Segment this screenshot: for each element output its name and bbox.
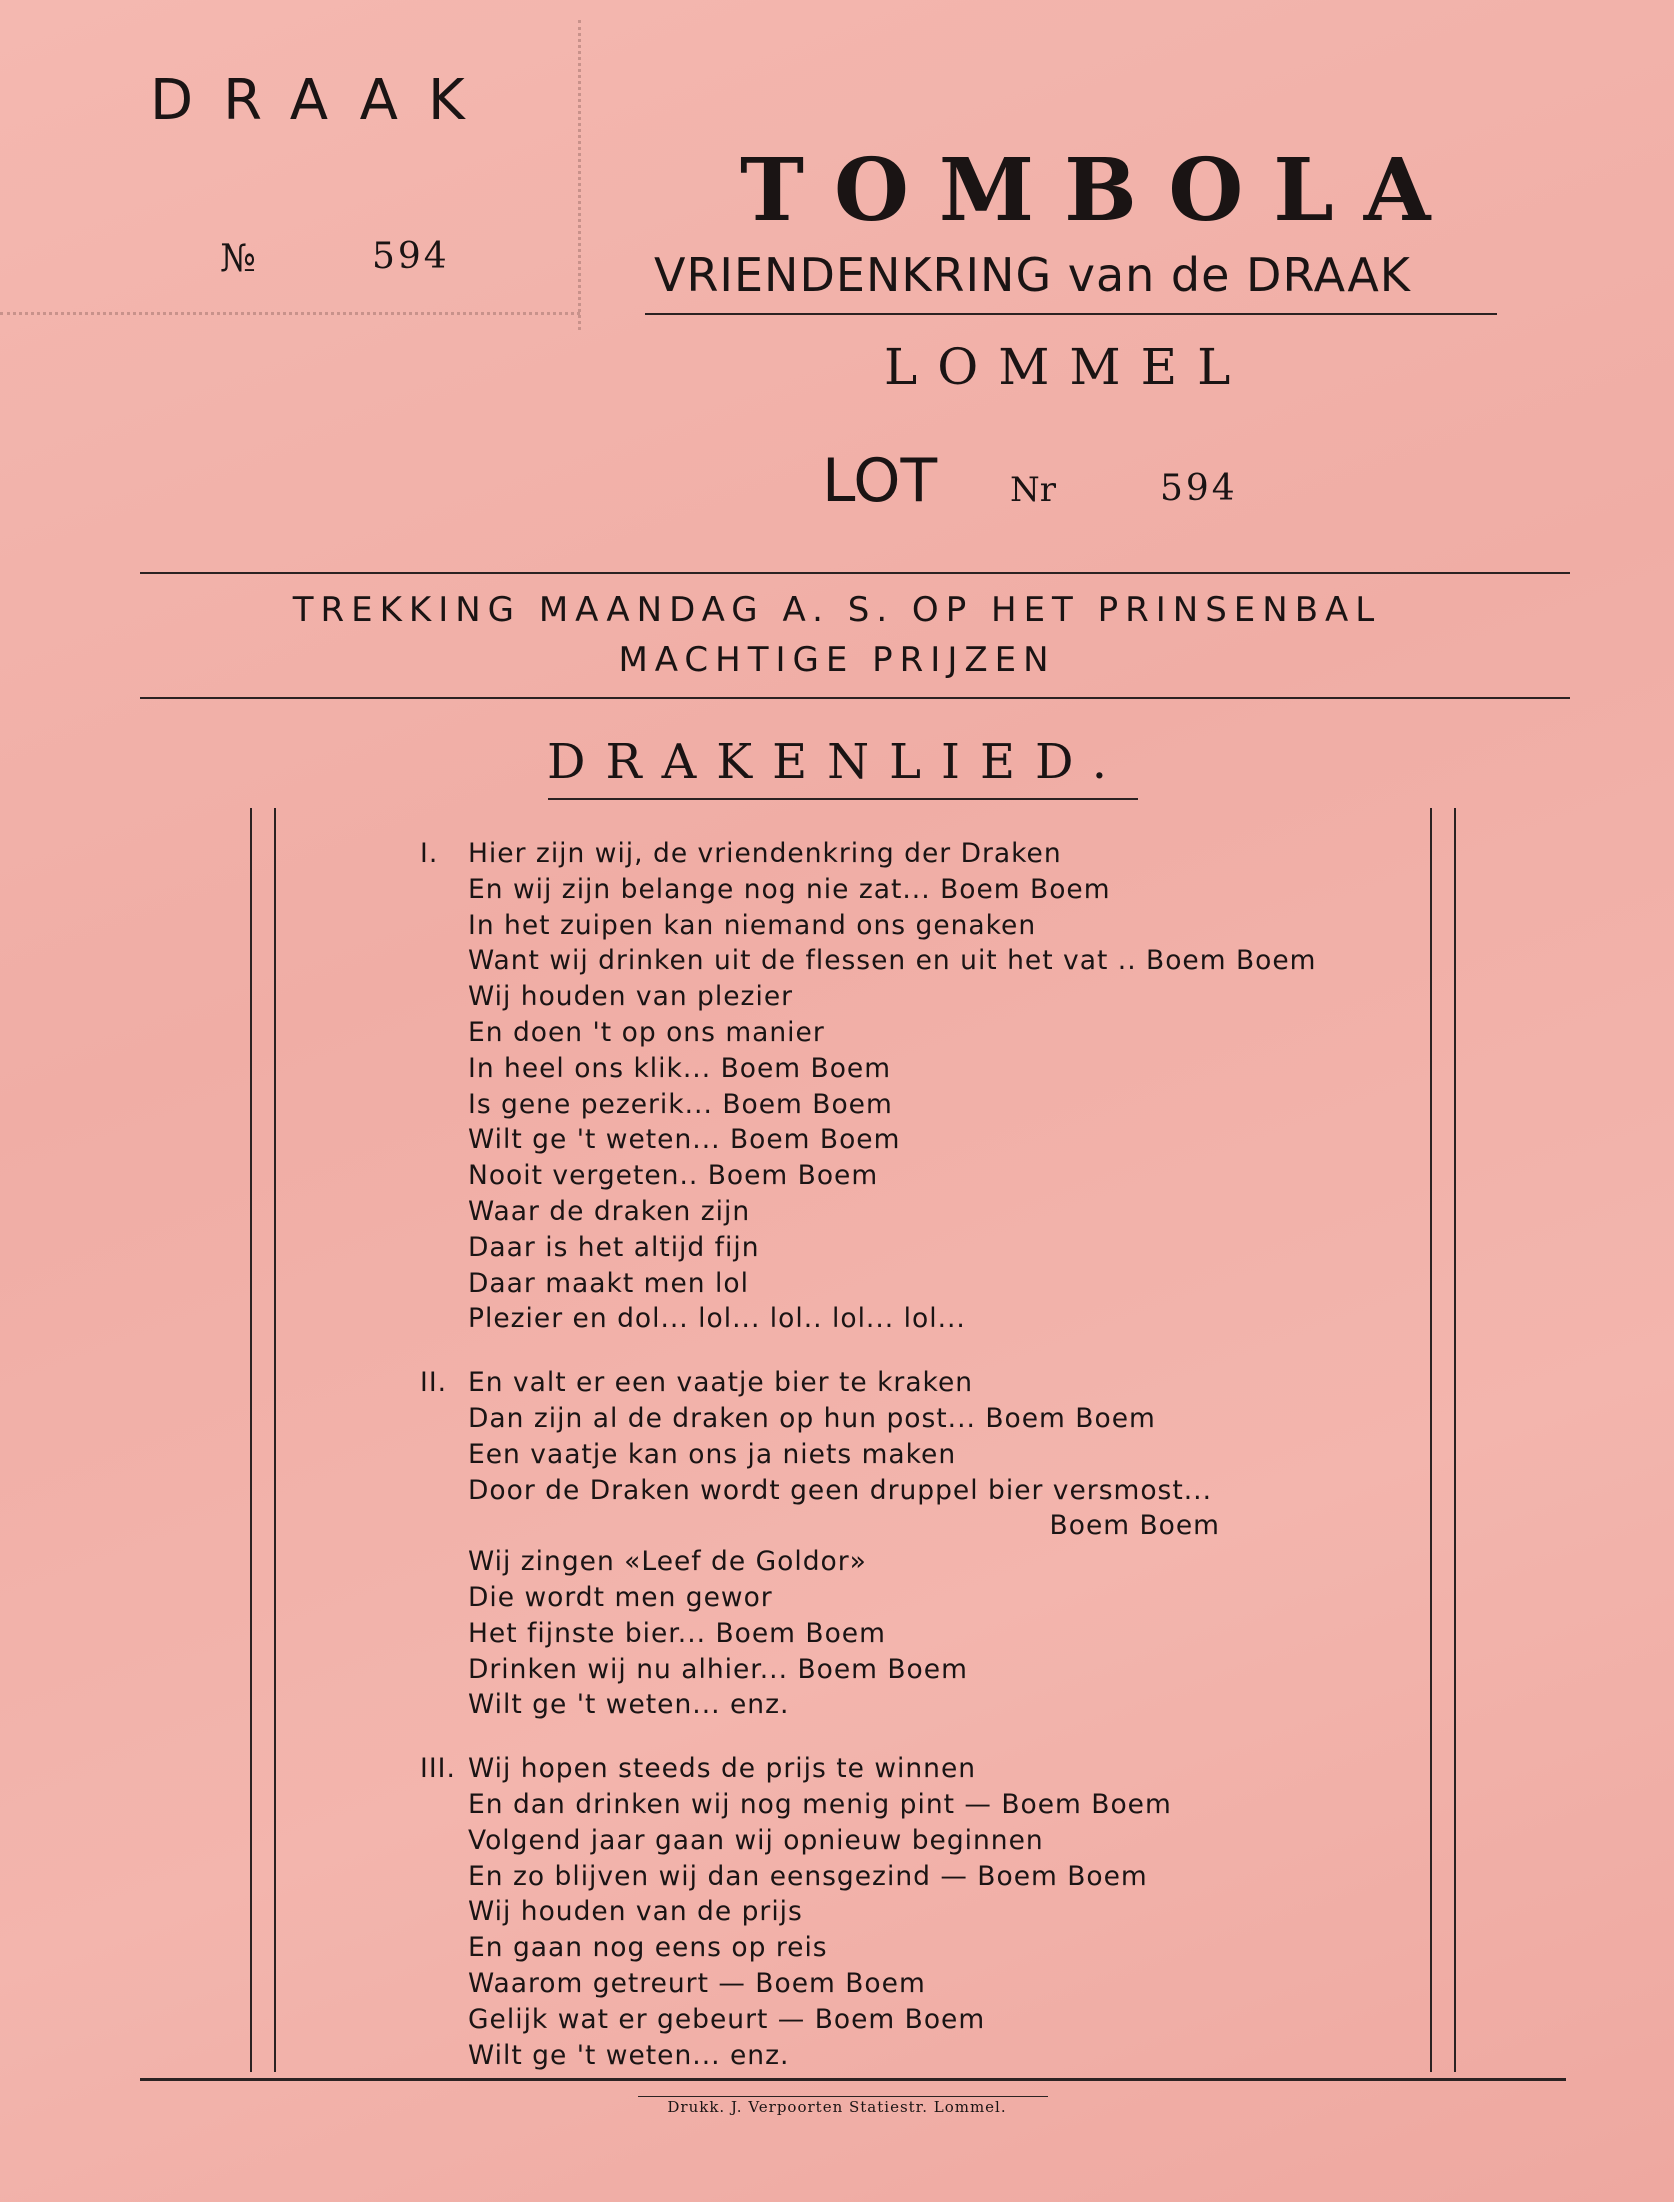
lyric-line (420, 1087, 1320, 1123)
lyric-text: Daar maakt men lol (468, 1267, 749, 1299)
lyric-line (420, 2002, 1320, 2038)
stub-number: 594 (372, 236, 450, 277)
lyric-text: Wij houden van de prijs (468, 1896, 803, 1928)
lyric-text: Gelijk wat er gebeurt — Boem Boem (468, 2003, 986, 2035)
border-line-right-outer (1454, 808, 1456, 2072)
lyric-line (420, 872, 1320, 908)
draw-announcement: TREKKING MAANDAG A. S. OP HET PRINSENBAL (292, 590, 1382, 630)
lyric-text: En zo blijven wij dan eensgezind — Boem Boem (468, 1860, 1148, 1892)
lyric-line (420, 1616, 1320, 1652)
lyric-text: Wilt ge 't weten... Boem Boem (468, 1124, 901, 1156)
lyric-line (420, 1230, 1320, 1266)
verse-2 (420, 1365, 1320, 1723)
lyric-text: Die wordt men gewor (468, 1581, 773, 1613)
lyric-text: En gaan nog eens op reis (468, 1932, 828, 1964)
lyric-line (420, 1787, 1320, 1823)
lyric-line (420, 1894, 1320, 1930)
lyric-text: Dan zijn al de draken op hun post... Boem Boem (468, 1402, 1156, 1434)
lyric-line (420, 1437, 1320, 1473)
lyric-line (420, 1508, 1320, 1544)
song-title-underline (548, 798, 1138, 800)
lyric-text: Door de Draken wordt geen druppel bier versmost... (468, 1474, 1212, 1506)
lyric-line (420, 2038, 1320, 2074)
lyric-line (420, 1194, 1320, 1230)
lyric-line (420, 1401, 1320, 1437)
verse-number: I. (420, 838, 439, 869)
lyric-line (420, 1365, 1320, 1401)
stub-perforation-vertical (578, 20, 581, 330)
song-title: DRAKENLIED. (546, 734, 1128, 790)
stub-perforation-horizontal (0, 312, 580, 315)
lyric-line (420, 1544, 1320, 1580)
lyric-line (420, 1823, 1320, 1859)
lyric-text: Het fijnste bier... Boem Boem (468, 1617, 886, 1649)
stub-title: DRAAK (150, 68, 495, 133)
lyric-line (420, 1966, 1320, 2002)
lyric-line (420, 908, 1320, 944)
lyric-line (420, 1580, 1320, 1616)
lot-number-label: Nr (1010, 470, 1057, 510)
lyric-text: Nooit vergeten.. Boem Boem (468, 1160, 879, 1192)
verse-3 (420, 1751, 1320, 2073)
page-title: TOMBOLA (740, 140, 1461, 241)
lyric-text: En doen 't op ons manier (468, 1016, 825, 1048)
lyric-line (420, 1051, 1320, 1087)
lyric-text: Boem Boem (1049, 1510, 1220, 1542)
divider (140, 697, 1570, 699)
lyric-text: Waar de draken zijn (468, 1195, 751, 1227)
lyric-text: Hier zijn wij, de vriendenkring der Draken (468, 838, 1062, 869)
lyric-text: Een vaatje kan ons ja niets maken (468, 1438, 957, 1470)
lot-label: LOT (822, 446, 938, 516)
lyric-text: Plezier en dol... lol... lol.. lol... lol... (468, 1303, 966, 1335)
lyric-text: In heel ons klik... Boem Boem (468, 1052, 892, 1084)
printer-divider (638, 2096, 1048, 2097)
lyric-line (420, 1687, 1320, 1723)
lyric-text: Waarom getreurt — Boem Boem (468, 1967, 926, 1999)
lyric-line (420, 1015, 1320, 1051)
lyric-text: En dan drinken wij nog menig pint — Boem Boem (468, 1788, 1172, 1820)
lyric-line (420, 1930, 1320, 1966)
lyric-text: Wilt ge 't weten... enz. (468, 1689, 790, 1721)
lyric-text: Wilt ge 't weten... enz. (468, 2039, 790, 2071)
border-line-left-outer (250, 808, 252, 2072)
border-line-right-inner (1430, 808, 1432, 2072)
lyric-line (420, 1301, 1320, 1337)
lyric-line (420, 1122, 1320, 1158)
lyric-line (420, 1158, 1320, 1194)
lyric-line (420, 1751, 1320, 1787)
lyric-line (420, 979, 1320, 1015)
lyric-text: Volgend jaar gaan wij opnieuw beginnen (468, 1824, 1044, 1856)
printer-credit: Drukk. J. Verpoorten Statiestr. Lommel. (667, 2098, 1007, 2116)
lyric-text: In het zuipen kan niemand ons genaken (468, 909, 1037, 941)
verse-number: III. (420, 1753, 456, 1785)
lyric-text: Drinken wij nu alhier... Boem Boem (468, 1653, 968, 1685)
lyric-line (420, 1266, 1320, 1302)
footer-divider (140, 2078, 1566, 2081)
verse-1 (420, 836, 1320, 1337)
stub-number-label: № (220, 236, 256, 280)
lyric-line (420, 1859, 1320, 1895)
lot-number: 594 (1160, 468, 1238, 509)
lyric-text: Want wij drinken uit de flessen en uit het vat .. Boem Boem (468, 945, 1317, 977)
lyric-line (420, 1473, 1320, 1509)
lyric-text: Daar is het altijd fijn (468, 1231, 760, 1263)
divider (645, 313, 1497, 315)
lyric-line (420, 1652, 1320, 1688)
verse-number: II. (420, 1367, 448, 1399)
lyric-text: En valt er een vaatje bier te kraken (468, 1367, 974, 1399)
lyric-text: Wij houden van plezier (468, 981, 794, 1013)
lyric-line (420, 943, 1320, 979)
lyric-text: Wij hopen steeds de prijs te winnen (468, 1753, 977, 1785)
lyric-text: Is gene pezerik... Boem Boem (468, 1088, 893, 1120)
song-lyrics (420, 836, 1320, 2073)
lyric-text: En wij zijn belange nog nie zat... Boem Boem (468, 873, 1111, 905)
border-line-left-inner (274, 808, 276, 2072)
city-name: LOMMEL (884, 338, 1251, 396)
lyric-line (420, 836, 1320, 872)
divider (140, 572, 1570, 574)
club-name: VRIENDENKRING van de DRAAK (654, 248, 1411, 302)
lyric-text: Wij zingen «Leef de Goldor» (468, 1546, 867, 1578)
prizes-announcement: MACHTIGE PRIJZEN (618, 640, 1056, 680)
